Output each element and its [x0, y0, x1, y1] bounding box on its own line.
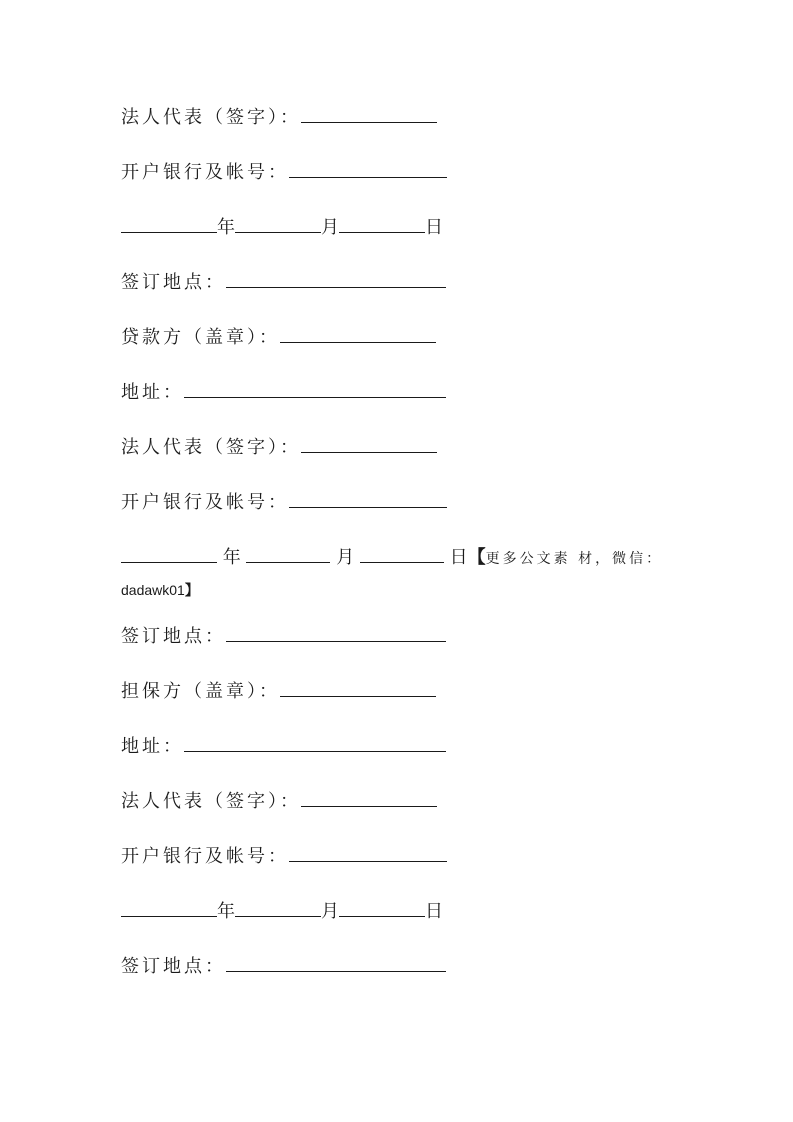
guarantor-sign-place-line	[121, 954, 446, 979]
guarantor-sign-place-blank[interactable]	[226, 954, 446, 972]
date-line-1	[121, 215, 443, 240]
lender-address-line	[121, 380, 446, 405]
bank-account-blank[interactable]	[289, 160, 447, 178]
year-label: 年	[217, 217, 235, 238]
guarantor-address-line	[121, 734, 446, 759]
day-blank[interactable]	[339, 215, 425, 233]
legal-rep-blank[interactable]	[301, 105, 437, 123]
sign-place-blank[interactable]	[226, 270, 446, 288]
guarantor-legal-rep-line	[121, 789, 437, 814]
guarantor-month-label: 月	[321, 901, 339, 922]
lender-legal-rep-line	[121, 435, 437, 460]
lender-day-label: 日	[449, 547, 468, 568]
bank-account-line-1	[121, 160, 447, 185]
lender-party-line	[121, 325, 436, 350]
note-text: 更多公文素 材，微信：	[485, 551, 664, 567]
lender-day-blank[interactable]	[360, 545, 444, 563]
guarantor-month-blank[interactable]	[235, 899, 321, 917]
guarantor-date-line	[121, 899, 443, 924]
lender-bank-account-label: 开户银行及帐号：	[121, 492, 289, 513]
month-label: 月	[321, 217, 339, 238]
guarantor-day-blank[interactable]	[339, 899, 425, 917]
legal-rep-label: 法人代表（签字）：	[121, 107, 301, 128]
lender-year-label: 年	[222, 547, 241, 568]
guarantor-address-label: 地址：	[121, 736, 184, 757]
lender-month-blank[interactable]	[246, 545, 330, 563]
lender-year-blank[interactable]	[121, 545, 217, 563]
guarantor-bank-account-label: 开户银行及帐号：	[121, 846, 289, 867]
year-blank[interactable]	[121, 215, 217, 233]
lender-sign-place-blank[interactable]	[226, 624, 446, 642]
guarantor-legal-rep-blank[interactable]	[301, 789, 437, 807]
guarantor-address-blank[interactable]	[184, 734, 446, 752]
sign-place-label: 签订地点：	[121, 272, 226, 293]
lender-bank-account-line	[121, 490, 447, 515]
sign-place-line-1	[121, 270, 446, 295]
bank-account-label: 开户银行及帐号：	[121, 162, 289, 183]
guarantor-year-blank[interactable]	[121, 899, 217, 917]
lender-legal-rep-label: 法人代表（签字）：	[121, 437, 301, 458]
lender-address-label: 地址：	[121, 382, 184, 403]
lender-sign-place-line	[121, 624, 446, 649]
lender-bank-account-blank[interactable]	[289, 490, 447, 508]
guarantor-bank-account-blank[interactable]	[289, 844, 447, 862]
guarantor-sign-place-label: 签订地点：	[121, 956, 226, 977]
lender-month-label: 月	[336, 547, 355, 568]
day-label: 日	[425, 217, 443, 238]
lender-seal-blank[interactable]	[280, 325, 436, 343]
note-close-bracket: 】	[184, 582, 199, 598]
lender-sign-place-label: 签订地点：	[121, 626, 226, 647]
guarantor-day-label: 日	[425, 901, 443, 922]
legal-rep-line-1	[121, 105, 437, 130]
guarantor-legal-rep-label: 法人代表（签字）：	[121, 791, 301, 812]
guarantor-seal-blank[interactable]	[280, 679, 436, 697]
note-id: dadawk01	[121, 582, 185, 598]
guarantor-party-line	[121, 679, 436, 704]
guarantor-year-label: 年	[217, 901, 235, 922]
note-open-bracket: 【	[467, 547, 486, 568]
lender-address-blank[interactable]	[184, 380, 446, 398]
lender-legal-rep-blank[interactable]	[301, 435, 437, 453]
note-continuation	[121, 581, 199, 599]
guarantor-party-label: 担保方（盖章）：	[121, 681, 280, 702]
guarantor-bank-account-line	[121, 844, 447, 869]
lender-party-label: 贷款方（盖章）：	[121, 327, 280, 348]
lender-date-line	[121, 545, 663, 571]
month-blank[interactable]	[235, 215, 321, 233]
